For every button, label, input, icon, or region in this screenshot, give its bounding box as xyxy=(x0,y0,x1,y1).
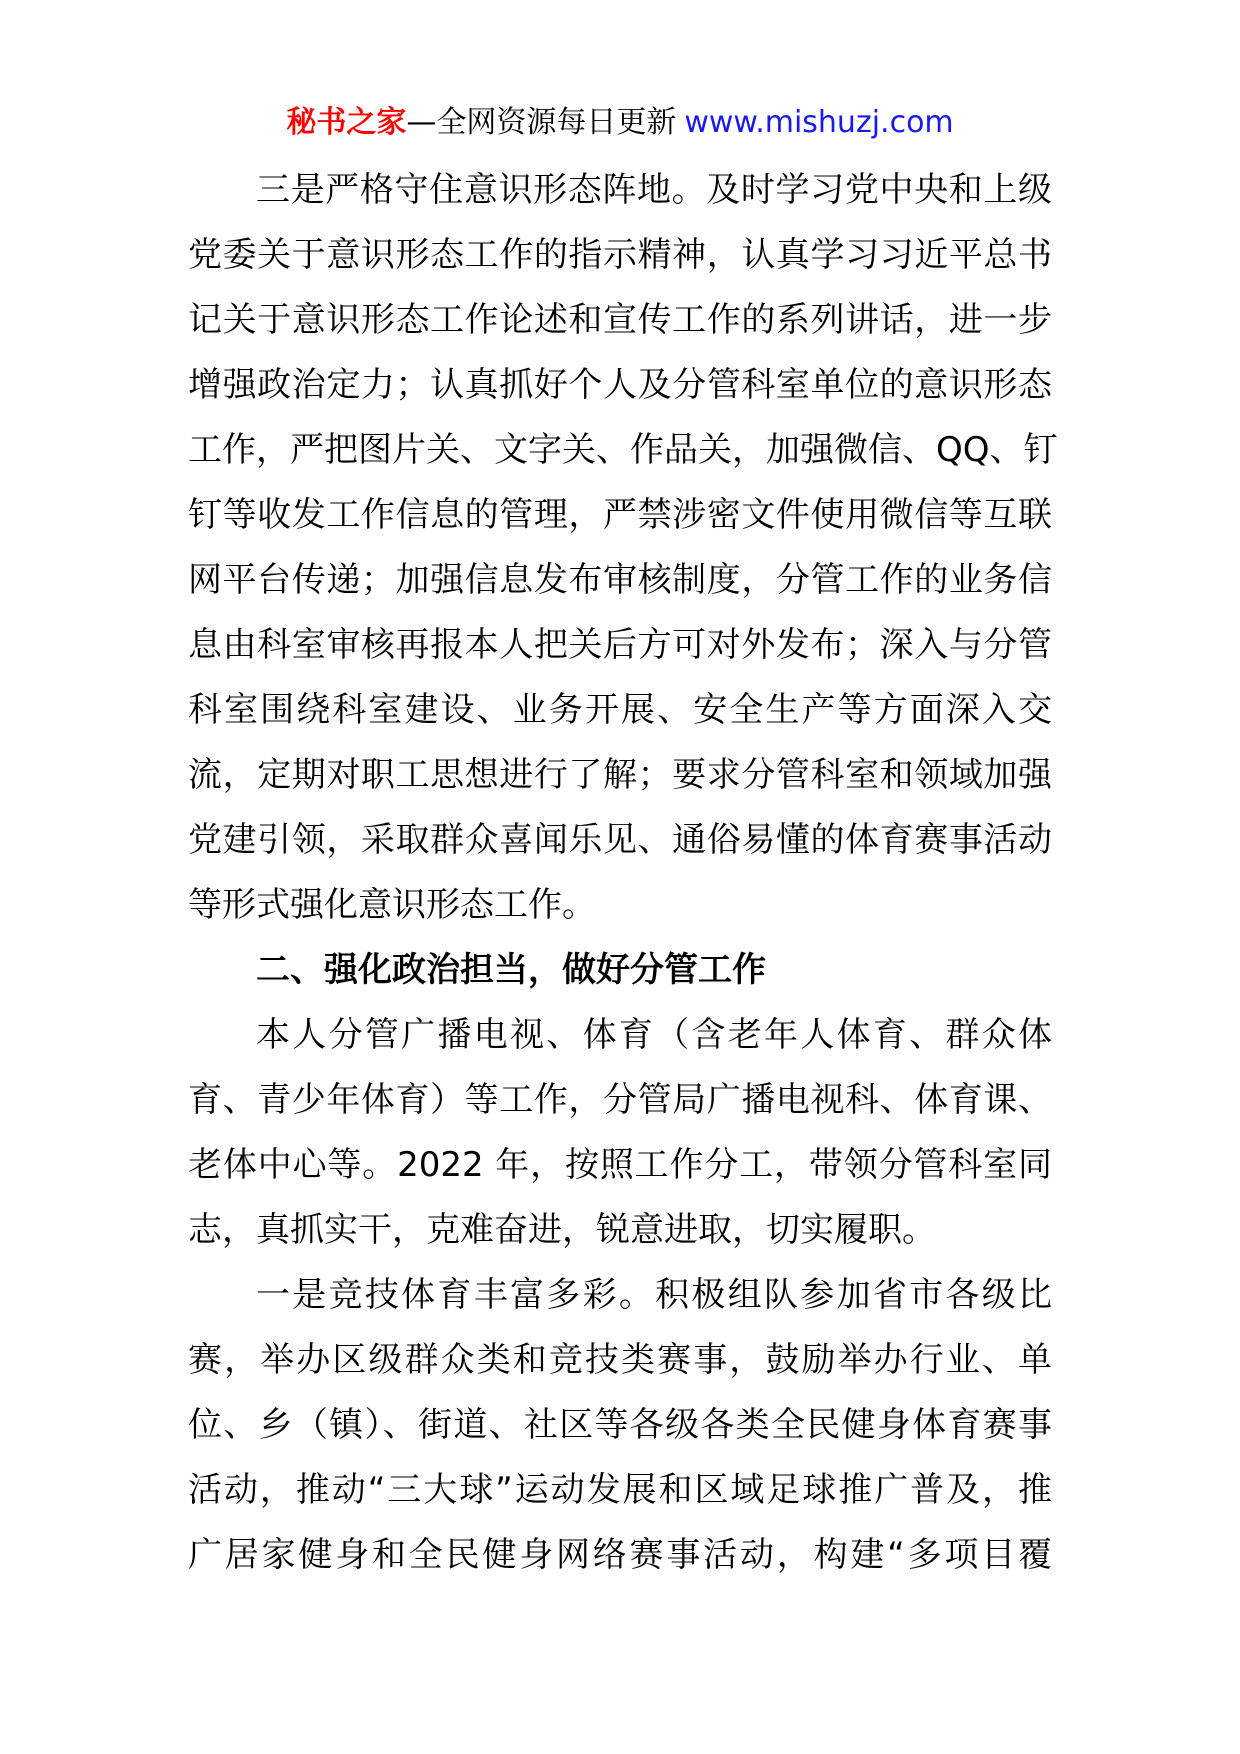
body-text-line: 广居家健身和全民健身网络赛事活动，构建“多项目覆 xyxy=(188,1535,1052,1575)
body-text-line: 党建引领，采取群众喜闻乐见、通俗易懂的体育赛事活动 xyxy=(188,820,1052,860)
site-brand-name: 秘书之家 xyxy=(286,105,407,140)
body-text-line: 活动，推动“三大球”运动发展和区域足球推广普及，推 xyxy=(188,1470,1052,1510)
body-text-line: 工作，严把图片关、文字关、作品关，加强微信、QQ、钉 xyxy=(188,430,1058,470)
body-text-line: 网平台传递；加强信息发布审核制度，分管工作的业务信 xyxy=(188,560,1052,600)
body-text-line: 记关于意识形态工作论述和宣传工作的系列讲话，进一步 xyxy=(188,300,1052,340)
body-text-line: 钉等收发工作信息的管理，严禁涉密文件使用微信等互联 xyxy=(188,495,1052,535)
body-text-line: 增强政治定力；认真抓好个人及分管科室单位的意识形态 xyxy=(188,365,1052,405)
body-text-line: 科室围绕科室建设、业务开展、安全生产等方面深入交 xyxy=(188,690,1052,730)
site-tagline: —全网资源每日更新 xyxy=(406,105,677,140)
section-heading: 二、强化政治担当，做好分管工作 xyxy=(256,950,766,990)
body-text-line: 党委关于意识形态工作的指示精神，认真学习习近平总书 xyxy=(188,235,1052,275)
site-url: www.mishuzj.com xyxy=(684,105,954,140)
site-banner xyxy=(0,103,1240,143)
body-text-line: 等形式强化意识形态工作。 xyxy=(188,885,596,925)
body-text-line: 息由科室审核再报本人把关后方可对外发布；深入与分管 xyxy=(188,625,1052,665)
body-text-line: 三是严格守住意识形态阵地。及时学习党中央和上级 xyxy=(256,170,1052,210)
body-text-line: 志，真抓实干，克难奋进，锐意进取，切实履职。 xyxy=(188,1210,936,1250)
body-text-line: 位、乡（镇）、街道、社区等各级各类全民健身体育赛事 xyxy=(188,1405,1052,1445)
document-body xyxy=(188,158,1058,1588)
body-text-line: 育、青少年体育）等工作，分管局广播电视科、体育课、 xyxy=(188,1080,1052,1120)
body-text-line: 流，定期对职工思想进行了解；要求分管科室和领域加强 xyxy=(188,755,1052,795)
body-text-line: 赛，举办区级群众类和竞技类赛事，鼓励举办行业、单 xyxy=(188,1340,1052,1380)
body-text-line: 本人分管广播电视、体育（含老年人体育、群众体 xyxy=(256,1015,1052,1055)
body-text-line: 老体中心等。2022 年，按照工作分工，带领分管科室同 xyxy=(188,1145,1052,1185)
body-text-line: 一是竞技体育丰富多彩。积极组队参加省市各级比 xyxy=(256,1275,1052,1315)
